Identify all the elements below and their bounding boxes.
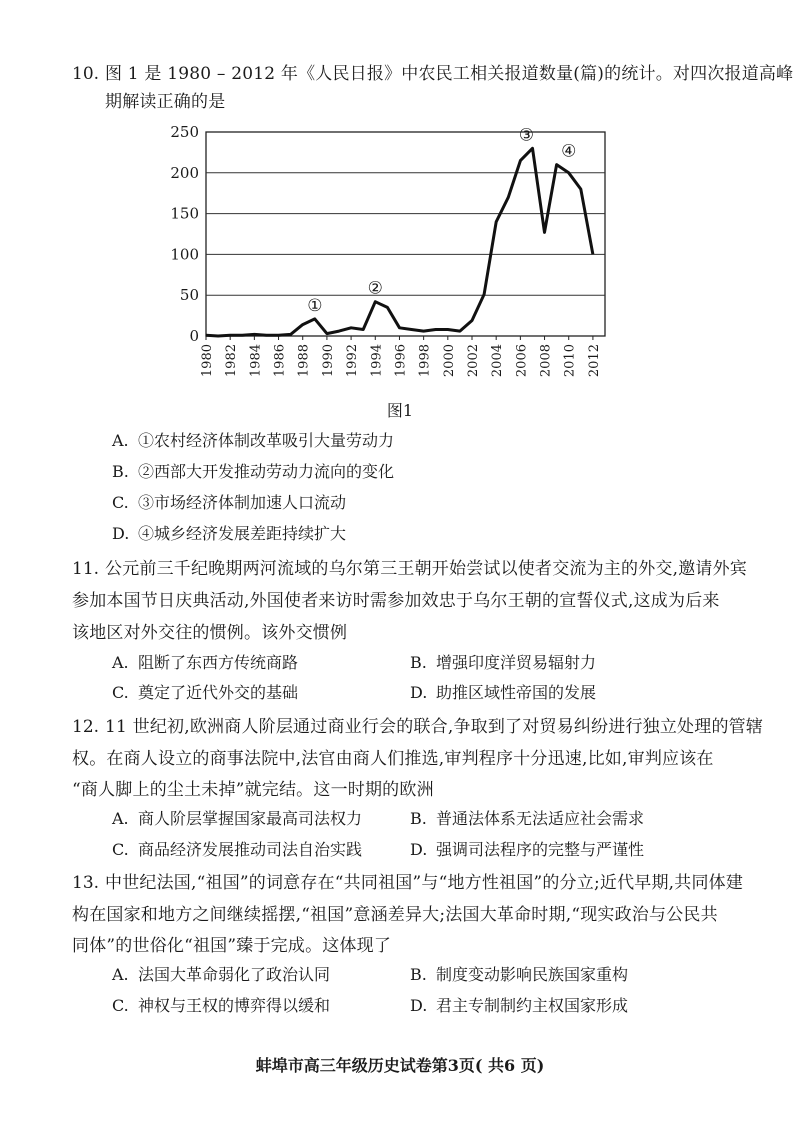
peak-annotation: ④ [561,141,577,162]
option-text: ②西部大开发推动劳动力流向的变化 [138,462,395,481]
q13-stem-line2: 构在国家和地方之间继续摇摆,“祖国”意涵差异大;法国大革命时期,“现实政治与公民共 [72,905,718,925]
q10-option-b[interactable] [112,461,394,483]
option-letter: B. [112,462,129,481]
option-letter: C. [112,683,129,702]
x-tick-label: 1994 [369,344,385,378]
q12-option-c[interactable] [112,839,362,861]
q13-option-b[interactable] [410,964,628,986]
q10-option-a[interactable] [112,430,394,452]
q11-stem-line1: 公元前三千纪晚期两河流域的乌尔第三王朝开始尝试以使者交流为主的外交,邀请外宾 [105,559,748,579]
option-text: 助推区域性帝国的发展 [436,683,597,702]
q11-option-a[interactable] [112,652,298,674]
x-tick-label: 2008 [538,344,554,378]
q12-stem-line1: 11 世纪初,欧洲商人阶层通过商业行会的联合,争取到了对贸易纠纷进行独立处理的管辖 [105,717,764,737]
y-tick-label: 200 [170,163,199,182]
option-letter: B. [410,965,427,984]
q13-option-a[interactable] [112,964,330,986]
option-letter: C. [112,493,129,512]
option-text: ①农村经济体制改革吸引大量劳动力 [138,431,395,450]
option-letter: D. [410,840,428,859]
option-text: 君主专制制约主权国家形成 [436,996,629,1015]
q13-number: 13. [72,873,100,893]
option-letter: D. [410,683,428,702]
option-letter: C. [112,996,129,1015]
y-tick-label: 0 [189,327,199,345]
q13-stem-line1: 中世纪法国,“祖国”的词意存在“共同祖国”与“地方性祖国”的分立;近代早期,共同体建 [105,873,744,893]
option-text: 奠定了近代外交的基础 [138,683,299,702]
option-text: 普通法体系无法适应社会需求 [436,809,645,828]
q12-option-d[interactable] [410,839,644,861]
option-text: 强调司法程序的完整与严谨性 [436,840,645,859]
q12-number: 12. [72,717,100,737]
q11-stem-line3: 该地区对外交往的惯例。该外交惯例 [72,623,348,643]
q12-stem-line3: “商人脚上的尘土未掉”就完结。这一时期的欧洲 [72,780,434,800]
y-tick-label: 250 [170,123,199,141]
x-tick-label: 1990 [320,344,336,378]
x-tick-label: 2000 [441,344,457,378]
q10-option-d[interactable] [112,523,346,545]
option-text: 神权与王权的博弈得以缓和 [138,996,331,1015]
x-tick-label: 1984 [248,344,264,378]
x-tick-label: 1986 [272,344,288,378]
option-text: 增强印度洋贸易辐射力 [436,653,597,672]
option-letter: B. [410,653,427,672]
option-text: 商品经济发展推动司法自治实践 [138,840,363,859]
y-tick-label: 50 [179,286,199,305]
option-letter: A. [112,809,129,828]
y-tick-label: 100 [170,245,199,264]
option-letter: D. [112,524,130,543]
peak-annotation: ② [367,278,383,299]
x-tick-label: 2010 [562,344,578,378]
option-text: 商人阶层掌握国家最高司法权力 [138,809,363,828]
x-tick-label: 1988 [296,344,312,378]
q12-stem-line2: 权。在商人设立的商事法院中,法官由商人们推选,审判程序十分迅速,比如,审判应该在 [72,749,714,769]
q10-number: 10. [72,64,100,84]
q10-figure-caption: 图1 [386,401,414,420]
x-tick-label: 2012 [586,344,602,378]
x-tick-label: 1998 [417,344,433,378]
q10-stem-line1: 图 1 是 1980 – 2012 年《人民日报》中农民工相关报道数量(篇)的统计。对四次报道高峰 [105,64,794,84]
x-tick-label: 1980 [200,344,215,378]
q12-option-b[interactable] [410,808,644,830]
q13-option-d[interactable] [410,995,628,1017]
page-footer: 蚌埠市高三年级历史试卷第3页( 共6 页) [255,1056,545,1075]
option-text: ③市场经济体制加速人口流动 [138,493,347,512]
q12-option-a[interactable] [112,808,362,830]
series-line-0 [206,148,593,336]
x-tick-label: 2006 [514,344,530,378]
y-tick-label: 150 [170,204,199,223]
option-letter: A. [112,431,129,450]
q11-option-d[interactable] [410,682,596,704]
q13-stem-line3: 同体”的世俗化“祖国”臻于完成。这体现了 [72,936,392,956]
option-letter: A. [112,653,129,672]
x-tick-label: 2002 [466,344,481,378]
option-letter: A. [112,965,129,984]
q10-option-c[interactable] [112,492,346,514]
x-tick-label: 1996 [393,344,409,378]
q11-option-c[interactable] [112,682,298,704]
option-text: 制度变动影响民族国家重构 [436,965,629,984]
x-tick-label: 2004 [490,344,506,378]
q11-option-b[interactable] [410,652,596,674]
x-tick-label: 1992 [345,344,361,378]
option-letter: D. [410,996,428,1015]
x-tick-label: 1982 [224,344,240,378]
option-text: 法国大革命弱化了政治认同 [138,965,331,984]
option-text: ④城乡经济发展差距持续扩大 [138,524,347,543]
option-letter: C. [112,840,129,859]
peak-annotation: ① [307,295,323,316]
peak-annotation: ③ [518,125,535,146]
q11-stem-line2: 参加本国节日庆典活动,外国使者来访时需参加效忠于乌尔王朝的宣誓仪式,这成为后来 [72,591,720,611]
plot-frame [206,132,605,336]
q10-stem-line2: 期解读正确的是 [105,92,226,112]
q10-line-chart [160,118,620,388]
q11-number: 11. [72,559,100,579]
option-letter: B. [410,809,427,828]
option-text: 阻断了东西方传统商路 [138,653,299,672]
q13-option-c[interactable] [112,995,330,1017]
